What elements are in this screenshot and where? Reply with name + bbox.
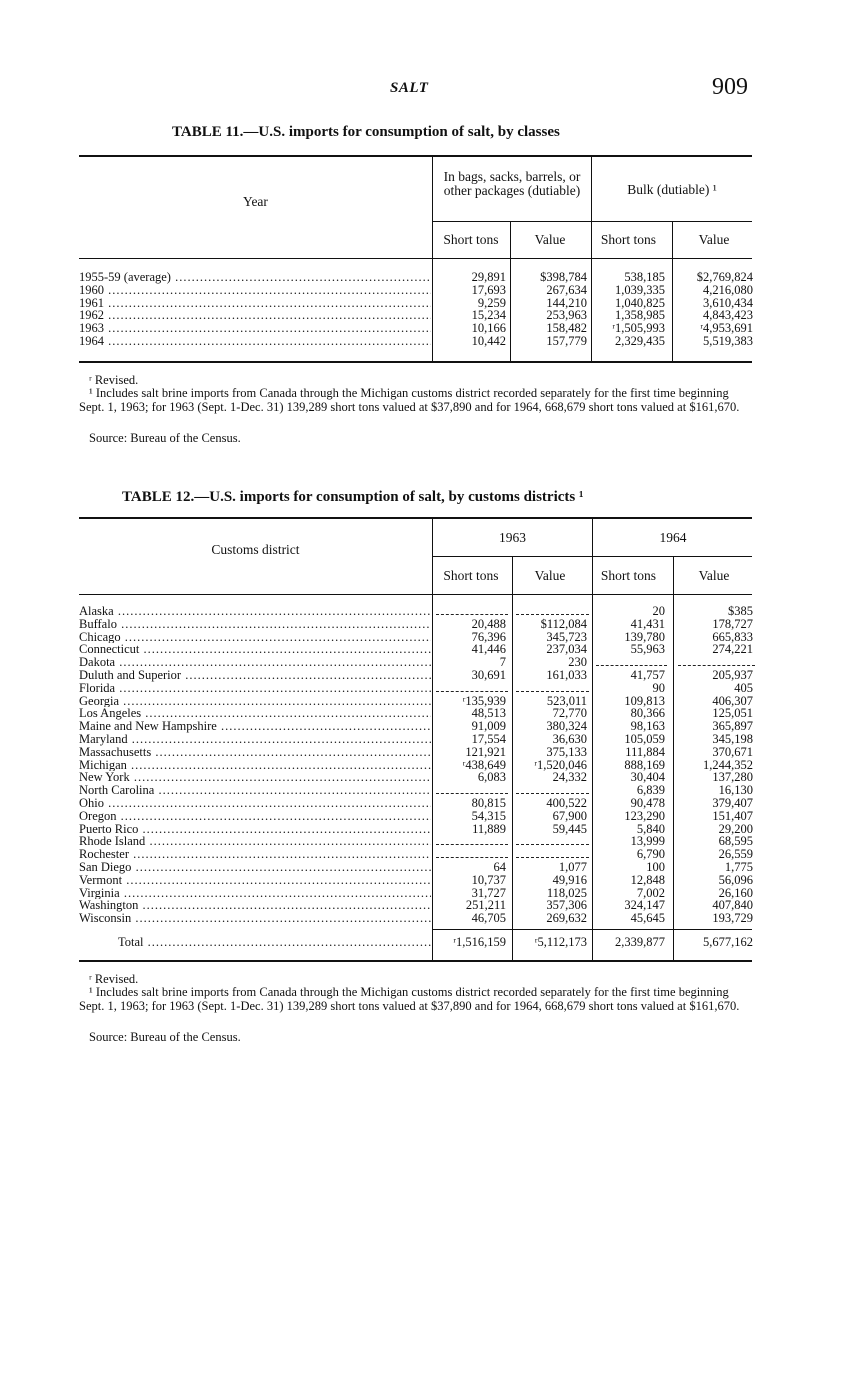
table-cell: 26,160 — [718, 885, 753, 900]
table12-district-header: Customs district — [211, 542, 300, 557]
total-cell: ʳ1,516,159 — [453, 935, 506, 949]
table-cell: 7,002 — [636, 885, 665, 900]
table-row-label: Vermont ..... — [79, 874, 431, 887]
table-cell: 80,366 — [630, 706, 665, 721]
table-cell: 158,482 — [546, 321, 587, 336]
table-row-label: Wisconsin ..... — [79, 912, 431, 925]
total-cell: 2,339,877 — [615, 935, 665, 949]
table-cell: 125,051 — [712, 706, 753, 721]
table-cell: 11,889 — [472, 821, 506, 836]
table-row-label: Buffalo ..... — [79, 618, 431, 631]
table-row-label: 1960 ..... — [79, 284, 431, 297]
table-cell: 1,077 — [558, 860, 587, 874]
table11-sub-short-tons-1: Short tons — [443, 232, 499, 247]
table-cell: 4,216,080 — [703, 282, 753, 297]
t11-mid-rule — [432, 221, 752, 222]
table-cell: 1,358,985 — [615, 308, 665, 323]
table-cell: 324,147 — [624, 898, 665, 913]
table-cell: 6,083 — [477, 770, 506, 785]
t12-bottom-rule — [79, 960, 752, 962]
table-cell: 253,963 — [546, 308, 587, 323]
empty-cell-dash — [516, 685, 589, 692]
table-cell: 137,280 — [712, 770, 753, 785]
table12-sub-value-2: Value — [698, 568, 730, 583]
table-cell: 375,133 — [546, 744, 587, 759]
table-cell: 193,729 — [712, 911, 753, 926]
table-cell: 56,096 — [718, 872, 753, 887]
table-cell: 2,329,435 — [615, 334, 665, 348]
table-cell: 665,833 — [712, 629, 753, 644]
table-row-label: Virginia ..... — [79, 887, 431, 900]
empty-cell-dash — [436, 851, 508, 858]
table-row-label: New York ..... — [79, 771, 431, 784]
table-cell: 3,610,434 — [703, 295, 753, 310]
table11-revised-note: ʳ Revised. — [89, 373, 139, 387]
table-cell: 9,259 — [477, 295, 506, 310]
table-cell: 54,315 — [471, 808, 506, 823]
table12-year1-header: 1963 — [499, 530, 526, 545]
table12-source: Source: Bureau of the Census. — [89, 1030, 241, 1044]
table-cell: 237,034 — [546, 642, 587, 657]
table-cell: 269,632 — [546, 911, 587, 926]
table-cell: 68,595 — [718, 834, 753, 849]
table-row-label: Los Angeles ..... — [79, 707, 431, 720]
table-cell: 30,691 — [471, 668, 506, 682]
table-cell: $385 — [728, 604, 753, 618]
table-row-label: Florida ..... — [79, 682, 431, 695]
table11-sub-value-2: Value — [698, 232, 730, 247]
table-cell: 365,897 — [712, 719, 753, 734]
table-cell: 6,790 — [636, 847, 665, 862]
empty-cell-dash — [436, 787, 508, 794]
table11-sub-value-1: Value — [534, 232, 566, 247]
table-cell: 90 — [652, 680, 665, 695]
table-row-label: 1964 ..... — [79, 335, 431, 348]
table-cell: ʳ4,953,691 — [700, 321, 753, 336]
table-row-label: Dakota ..... — [79, 656, 431, 669]
table-cell: 67,900 — [552, 808, 587, 823]
table-row-label: Alaska ..... — [79, 605, 431, 618]
table-cell: 20,488 — [471, 616, 506, 631]
table-cell: 30,404 — [630, 770, 665, 785]
running-head: SALT — [390, 80, 429, 96]
table-cell: ʳ1,505,993 — [612, 321, 665, 336]
table-cell: 379,407 — [712, 796, 753, 810]
table-row-label: San Diego ..... — [79, 861, 431, 874]
table12-sub-short-tons-2: Short tons — [600, 568, 657, 583]
t11-header-rule — [79, 258, 752, 259]
table-row-label: Rhode Island ..... — [79, 835, 431, 848]
table-row-label: Rochester ..... — [79, 848, 431, 861]
table-cell: 1,775 — [724, 860, 753, 874]
table-cell: 15,234 — [471, 308, 506, 323]
table-cell: 357,306 — [546, 898, 587, 913]
table12-revised-note: ʳ Revised. — [89, 972, 139, 986]
table-row-label: Michigan ..... — [79, 759, 431, 772]
table-cell: 251,211 — [465, 898, 506, 913]
table11-top-rule — [79, 155, 752, 157]
table-cell: 111,884 — [625, 744, 665, 759]
page-number: 909 — [712, 74, 748, 100]
table12-title: TABLE 12.—U.S. imports for consumption of salt, by customs districts ¹ — [122, 489, 584, 505]
table-cell: 538,185 — [624, 270, 665, 284]
table-cell: 17,554 — [471, 732, 506, 746]
t12-total-rule — [432, 929, 752, 930]
table-row-label: 1963 ..... — [79, 322, 431, 335]
table-cell: 100 — [646, 860, 665, 874]
table12-sub-value-1: Value — [534, 568, 566, 583]
table-cell: 151,407 — [712, 808, 753, 823]
table-row-label: 1961 ..... — [79, 297, 431, 310]
empty-cell-dash — [678, 659, 755, 666]
table-cell: $112,084 — [540, 616, 587, 631]
table-cell: 345,198 — [712, 732, 753, 746]
table-cell: 20 — [652, 604, 665, 618]
table-cell: 36,630 — [552, 732, 587, 746]
table-row-label: Puerto Rico ..... — [79, 823, 431, 836]
table-cell: 407,840 — [712, 898, 753, 913]
table11-year-header: Year — [243, 194, 268, 209]
table-cell: 274,221 — [712, 642, 753, 657]
table-cell: 161,033 — [546, 668, 587, 682]
empty-cell-dash — [436, 685, 508, 692]
table-cell: 178,727 — [712, 616, 753, 631]
t12-header-rule — [79, 594, 752, 595]
empty-cell-dash — [516, 838, 589, 845]
empty-cell-dash — [436, 608, 508, 615]
table-cell: 267,634 — [546, 282, 587, 297]
table-row-label: North Carolina ..... — [79, 784, 431, 797]
table-cell: 29,891 — [471, 270, 506, 284]
table-cell: 123,290 — [624, 808, 665, 823]
table-cell: 1,040,825 — [615, 295, 665, 310]
table-cell: 157,779 — [546, 334, 587, 348]
table-cell: 26,559 — [718, 847, 753, 862]
table-cell: 72,770 — [552, 706, 587, 721]
table-cell: 12,848 — [630, 872, 665, 887]
table-cell: 13,999 — [630, 834, 665, 849]
table12-sub-short-tons-1: Short tons — [443, 568, 499, 583]
table-cell: 406,307 — [712, 693, 753, 708]
table-cell: 29,200 — [718, 821, 753, 836]
table-cell: 1,244,352 — [703, 757, 753, 772]
table-row-label: Oregon ..... — [79, 810, 431, 823]
table-row-label: Washington ..... — [79, 899, 431, 912]
table-row-label: Chicago ..... — [79, 631, 431, 644]
table-cell: 4,843,423 — [703, 308, 753, 323]
table-cell: 98,163 — [630, 719, 665, 734]
table-cell: 205,937 — [712, 668, 753, 682]
table11-group2-header: Bulk (dutiable) ¹ — [627, 182, 717, 197]
table-cell: 16,130 — [718, 783, 753, 798]
table-row-label: Ohio ..... — [79, 797, 431, 810]
table-cell: 41,446 — [471, 642, 506, 657]
table-row-label: Georgia ..... — [79, 695, 431, 708]
table-cell: 64 — [493, 860, 506, 874]
table-cell: 380,324 — [546, 719, 587, 734]
table-cell: ʳ135,939 — [462, 693, 506, 708]
table-cell: 90,478 — [630, 796, 665, 810]
table-cell: $398,784 — [540, 270, 587, 284]
table-cell: 48,513 — [471, 706, 506, 721]
table-cell: ʳ438,649 — [462, 757, 506, 772]
empty-cell-dash — [436, 838, 508, 845]
table-row-label: Maryland ..... — [79, 733, 431, 746]
table-cell: 10,737 — [471, 872, 506, 887]
table-cell: 523,011 — [546, 693, 587, 708]
table-cell: 105,059 — [624, 732, 665, 746]
table-cell: 24,332 — [552, 770, 587, 785]
total-row-label: Total ..... — [118, 936, 431, 949]
table-cell: 41,757 — [630, 668, 665, 682]
table-cell: 400,522 — [546, 796, 587, 810]
table-cell: 59,445 — [552, 821, 587, 836]
table-cell: 10,166 — [471, 321, 506, 336]
table12-year2-header: 1964 — [659, 530, 687, 545]
table-cell: 888,169 — [624, 757, 665, 772]
table-cell: 109,813 — [624, 693, 665, 708]
t12-mid-rule — [432, 556, 752, 557]
table-cell: 345,723 — [546, 629, 587, 644]
table11-group1-header: In bags, sacks, barrels, or other packages (dutiable) — [443, 169, 581, 198]
table-cell: 31,727 — [471, 885, 506, 900]
table-cell: 10,442 — [471, 334, 506, 348]
table-cell: 118,025 — [546, 885, 587, 900]
empty-cell-dash — [516, 608, 589, 615]
table-cell: 230 — [568, 655, 587, 670]
table-row-label: 1962 ..... — [79, 309, 431, 322]
table-cell: 49,916 — [552, 872, 587, 887]
t11-vline-2 — [510, 222, 511, 361]
table-cell: 17,693 — [471, 282, 506, 297]
table-cell: 76,396 — [471, 629, 506, 644]
table-cell: 370,671 — [712, 744, 753, 759]
table-row-label: Connecticut ..... — [79, 643, 431, 656]
table-row-label: 1955-59 (average) ..... — [79, 271, 431, 284]
table-cell: 55,963 — [630, 642, 665, 657]
table-cell: 1,039,335 — [615, 282, 665, 297]
table11-footnote: ¹ Includes salt brine imports from Canada through the Michigan customs district recorded separately for the first time beginning Sept. 1, 1963; for 1963 (Sept. 1-Dec. 31) 139,289 short tons valued at $37,890 and for 1964, 668,679 short tons valued at $161,670. — [79, 386, 740, 414]
table-cell: 5,840 — [636, 821, 665, 836]
total-cell: 5,677,162 — [703, 935, 753, 949]
table-cell: ʳ1,520,046 — [534, 757, 587, 772]
table-row-label: Duluth and Superior ..... — [79, 669, 431, 682]
table-cell: 91,009 — [471, 719, 506, 734]
table-cell: 121,921 — [465, 744, 506, 759]
table-cell: 41,431 — [630, 616, 665, 631]
table-cell: 405 — [734, 680, 753, 695]
table-cell: 45,645 — [630, 911, 665, 926]
table-cell: 6,839 — [636, 783, 665, 798]
t12-top-rule — [79, 517, 752, 519]
table-cell: 144,210 — [546, 295, 587, 310]
table-cell: 46,705 — [471, 911, 506, 926]
table-cell: 139,780 — [624, 629, 665, 644]
table12-footnote: ¹ Includes salt brine imports from Canada through the Michigan customs district recorded separately for the first time beginning Sept. 1, 1963; for 1963 (Sept. 1-Dec. 31) 139,289 short tons valued at $37,890 and for 1964, 668,679 short tons valued at $161,670. — [79, 985, 740, 1013]
t11-vline-4 — [672, 222, 673, 361]
table-cell: 5,519,383 — [703, 334, 753, 348]
table-cell: $2,769,824 — [696, 270, 753, 284]
total-cell: ʳ5,112,173 — [534, 935, 587, 949]
table-cell: 80,815 — [471, 796, 506, 810]
table-row-label: Massachusetts ..... — [79, 746, 431, 759]
empty-cell-dash — [516, 787, 589, 794]
table11-title: TABLE 11.—U.S. imports for consumption of salt, by classes — [172, 124, 560, 140]
table-row-label: Maine and New Hampshire ..... — [79, 720, 431, 733]
table11-sub-short-tons-2: Short tons — [600, 232, 657, 247]
empty-cell-dash — [596, 659, 667, 666]
table-cell: 7 — [499, 655, 506, 670]
empty-cell-dash — [516, 851, 589, 858]
t11-bottom-rule — [79, 361, 752, 363]
table11-source: Source: Bureau of the Census. — [89, 431, 241, 445]
